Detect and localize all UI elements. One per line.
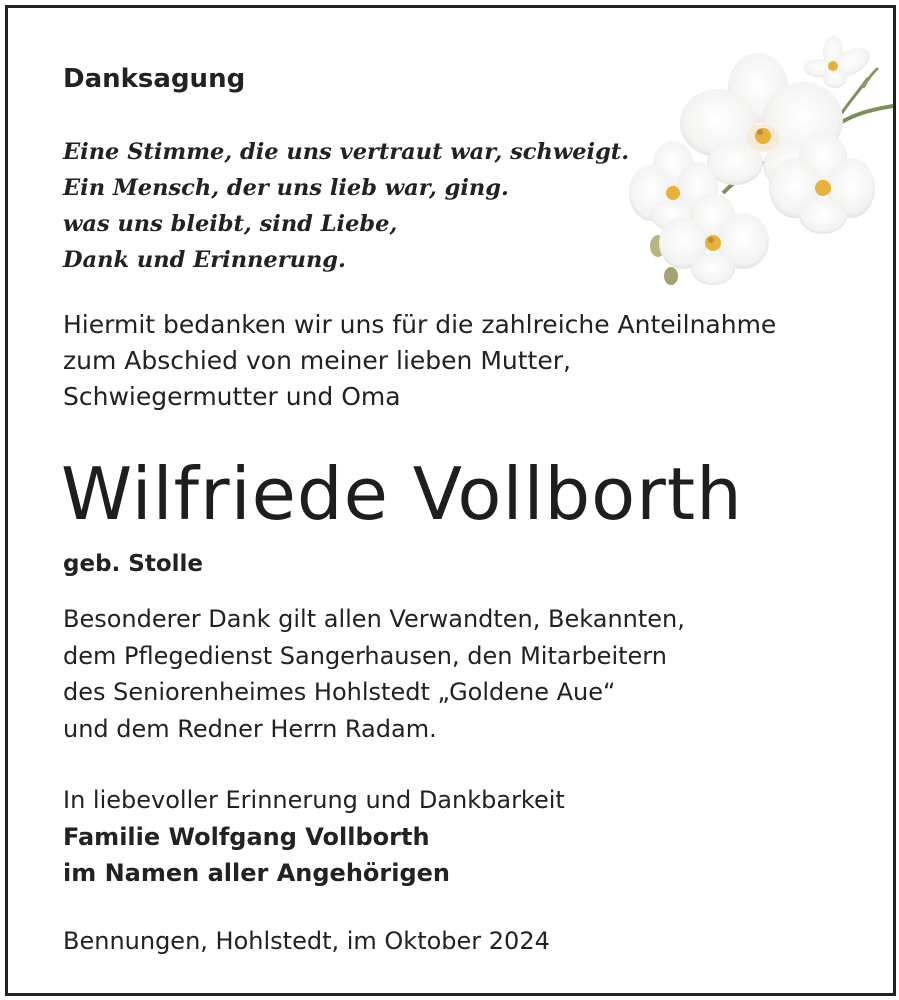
deceased-name: Wilfriede Vollborth (61, 452, 743, 536)
thanks-line: Besonderer Dank gilt allen Verwandten, Bekannten, (63, 605, 685, 633)
maiden-name: geb. Stolle (63, 551, 203, 577)
poem-line: Ein Mensch, der uns lieb war, ging. (63, 175, 509, 201)
thanks-line: und dem Redner Herrn Radam. (63, 714, 437, 743)
thanks-text (63, 601, 685, 747)
notice-frame (5, 5, 896, 996)
poem-block (63, 134, 629, 278)
closing-line: In liebevoller Erinnerung und Dankbarkeit (63, 786, 565, 814)
family-name: Familie Wolfgang Vollborth (63, 822, 430, 851)
intro-line: zum Abschied von meiner lieben Mutter, (63, 346, 571, 375)
closing-block (63, 782, 565, 892)
intro-line: Hiermit bedanken wir uns für die zahlreiche Anteilnahme (63, 310, 777, 339)
thanks-line: des Seniorenheimes Hohlstedt „Goldene Aue“ (63, 678, 616, 706)
intro-text (63, 307, 776, 415)
notice-heading: Danksagung (63, 64, 246, 94)
poem-line: Dank und Erinnerung. (63, 247, 346, 273)
orchid-flower-icon (628, 28, 898, 290)
relatives-line: im Namen aller Angehörigen (63, 859, 451, 887)
thanks-line: dem Pflegedienst Sangerhausen, den Mitarbeitern (63, 641, 667, 670)
poem-line: Eine Stimme, die uns vertraut war, schweigt. (63, 139, 630, 165)
poem-line: was uns bleibt, sind Liebe, (63, 211, 398, 237)
intro-line: Schwiegermutter und Oma (63, 382, 401, 411)
place-date: Bennungen, Hohlstedt, im Oktober 2024 (63, 927, 550, 955)
